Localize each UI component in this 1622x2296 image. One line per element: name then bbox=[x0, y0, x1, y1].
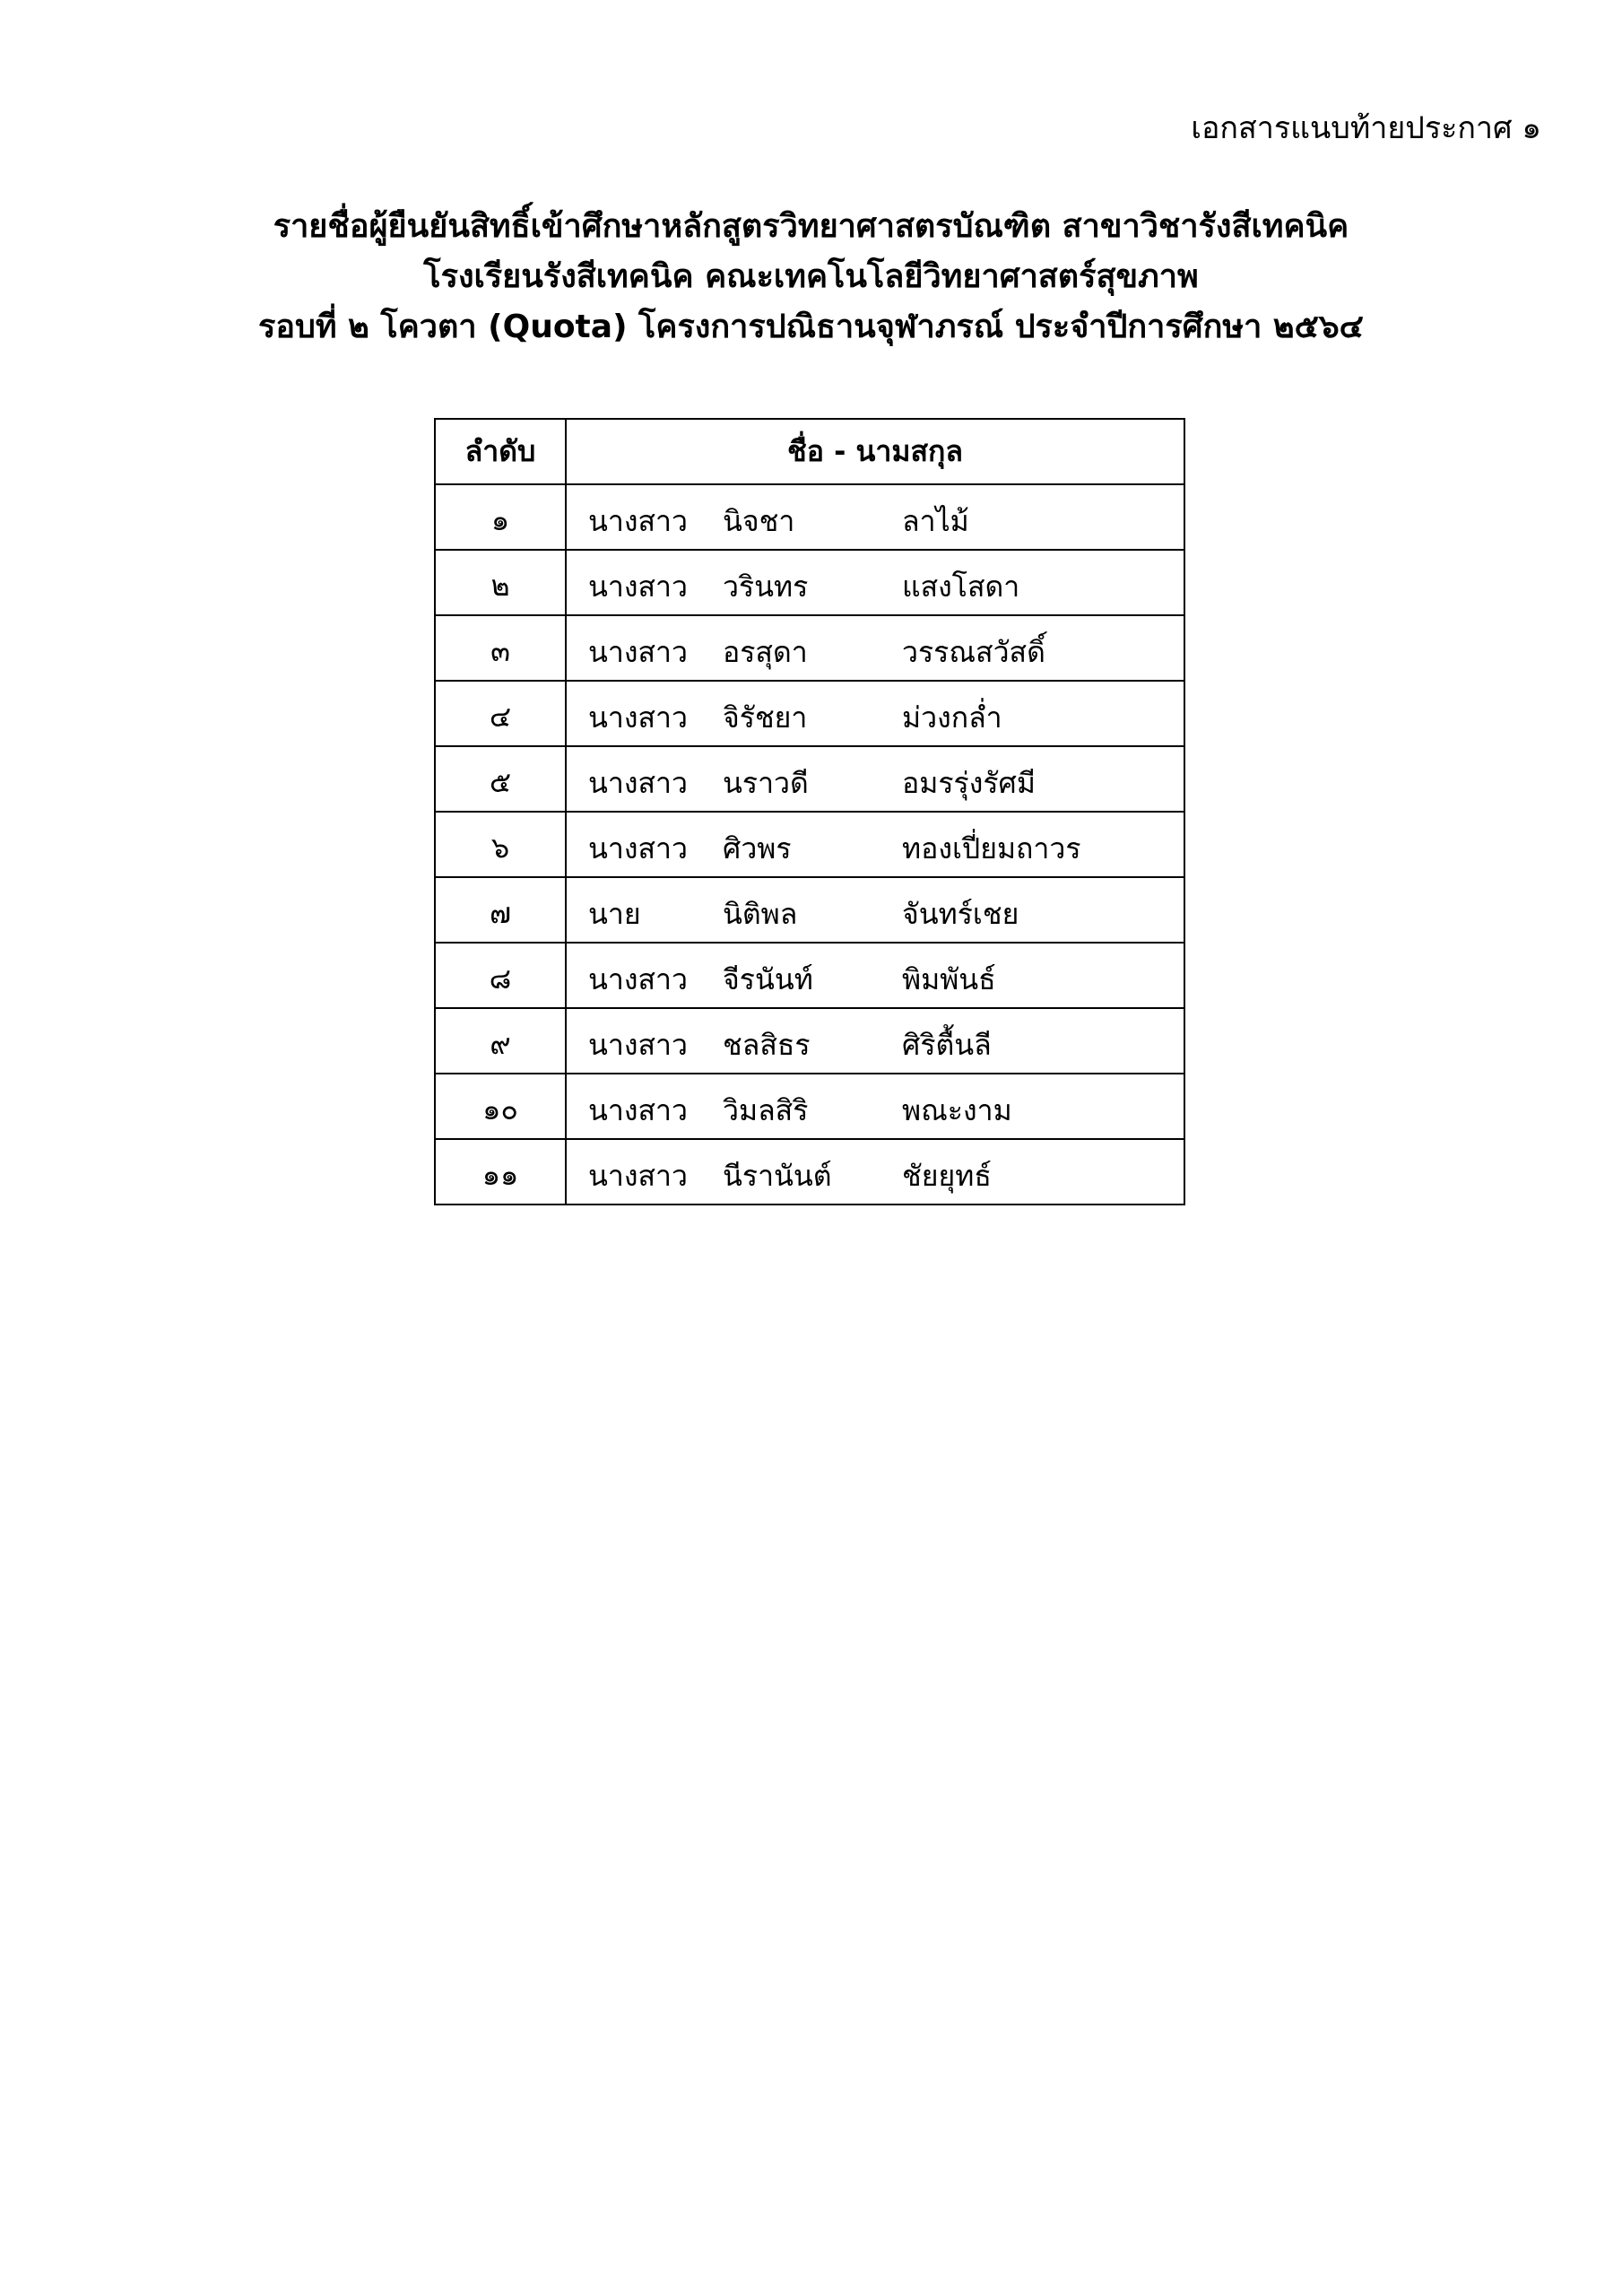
last-name: ทองเปี่ยมถาวร bbox=[902, 831, 1081, 865]
annex-label: เอกสารแนบท้ายประกาศ ๑ bbox=[1191, 110, 1541, 146]
header-name: ชื่อ - นามสกุล bbox=[566, 419, 1184, 484]
first-name: นีรานันต์ bbox=[723, 1159, 832, 1193]
table-row bbox=[435, 746, 1184, 812]
first-name: นราวดี bbox=[723, 766, 809, 800]
row-number: ๕ bbox=[435, 746, 566, 812]
row-number: ๒ bbox=[435, 550, 566, 615]
first-name: จิรัชยา bbox=[723, 700, 808, 735]
last-name: ศิริตื้นลี bbox=[902, 1028, 992, 1062]
name-prefix: นางสาว bbox=[588, 570, 688, 604]
row-number: ๑ bbox=[435, 484, 566, 550]
row-number: ๑๐ bbox=[435, 1074, 566, 1139]
row-number: ๔ bbox=[435, 681, 566, 746]
row-full-name bbox=[566, 484, 1184, 550]
row-full-name bbox=[566, 877, 1184, 943]
name-prefix: นางสาว bbox=[588, 700, 688, 735]
name-prefix: นาย bbox=[588, 897, 641, 931]
first-name: นิติพล bbox=[723, 897, 798, 931]
row-full-name bbox=[566, 550, 1184, 615]
name-prefix: นางสาว bbox=[588, 831, 688, 865]
row-full-name bbox=[566, 681, 1184, 746]
table-row bbox=[435, 681, 1184, 746]
name-prefix: นางสาว bbox=[588, 1093, 688, 1127]
table-row bbox=[435, 943, 1184, 1008]
name-prefix: นางสาว bbox=[588, 766, 688, 800]
row-full-name bbox=[566, 1139, 1184, 1205]
document-title bbox=[0, 202, 1622, 352]
table-row bbox=[435, 484, 1184, 550]
row-number: ๓ bbox=[435, 615, 566, 681]
last-name: ม่วงกล่ำ bbox=[902, 700, 1002, 735]
row-full-name bbox=[566, 1074, 1184, 1139]
last-name: พณะงาม bbox=[902, 1093, 1012, 1127]
name-prefix: นางสาว bbox=[588, 962, 688, 996]
first-name: วรินทร bbox=[723, 570, 809, 604]
first-name: วิมลสิริ bbox=[723, 1093, 809, 1127]
last-name: ลาไม้ bbox=[902, 504, 969, 538]
row-number: ๖ bbox=[435, 812, 566, 877]
name-prefix: นางสาว bbox=[588, 504, 688, 538]
last-name: พิมพันธ์ bbox=[902, 962, 996, 996]
first-name: อรสุดา bbox=[723, 635, 808, 669]
last-name: อมรรุ่งรัศมี bbox=[902, 766, 1036, 800]
row-full-name bbox=[566, 1008, 1184, 1074]
row-number: ๙ bbox=[435, 1008, 566, 1074]
table-header-row bbox=[435, 419, 1184, 484]
table-row bbox=[435, 812, 1184, 877]
table-row bbox=[435, 1139, 1184, 1205]
last-name: จันทร์เชย bbox=[902, 897, 1019, 931]
table-row bbox=[435, 615, 1184, 681]
name-prefix: นางสาว bbox=[588, 635, 688, 669]
last-name: แสงโสดา bbox=[902, 570, 1020, 604]
roster-body bbox=[435, 484, 1184, 1205]
name-prefix: นางสาว bbox=[588, 1159, 688, 1193]
roster-table bbox=[434, 418, 1185, 1205]
first-name: ชลสิธร bbox=[723, 1028, 811, 1062]
table-row bbox=[435, 550, 1184, 615]
row-full-name bbox=[566, 943, 1184, 1008]
row-full-name bbox=[566, 746, 1184, 812]
title-line-3: รอบที่ ๒ โควตา (Quota) โครงการปณิธานจุฬาภรณ์ ประจำปีการศึกษา ๒๕๖๔ bbox=[258, 309, 1364, 345]
row-number: ๑๑ bbox=[435, 1139, 566, 1205]
first-name: นิจชา bbox=[723, 504, 795, 538]
last-name: ชัยยุทธ์ bbox=[902, 1159, 992, 1193]
first-name: ศิวพร bbox=[723, 831, 792, 865]
title-line-2: โรงเรียนรังสีเทคนิค คณะเทคโนโลยีวิทยาศาสตร์สุขภาพ bbox=[423, 258, 1199, 295]
row-full-name bbox=[566, 615, 1184, 681]
title-line-1: รายชื่อผู้ยืนยันสิทธิ์เข้าศึกษาหลักสูตรวิทยาศาสตรบัณฑิต สาขาวิชารังสีเทคนิค bbox=[273, 208, 1349, 245]
row-full-name bbox=[566, 812, 1184, 877]
table-row bbox=[435, 1008, 1184, 1074]
name-prefix: นางสาว bbox=[588, 1028, 688, 1062]
header-order: ลำดับ bbox=[435, 419, 566, 484]
table-row bbox=[435, 1074, 1184, 1139]
row-number: ๘ bbox=[435, 943, 566, 1008]
table-row bbox=[435, 877, 1184, 943]
row-number: ๗ bbox=[435, 877, 566, 943]
last-name: วรรณสวัสดิ์ bbox=[902, 635, 1045, 669]
first-name: จีรนันท์ bbox=[723, 962, 813, 996]
